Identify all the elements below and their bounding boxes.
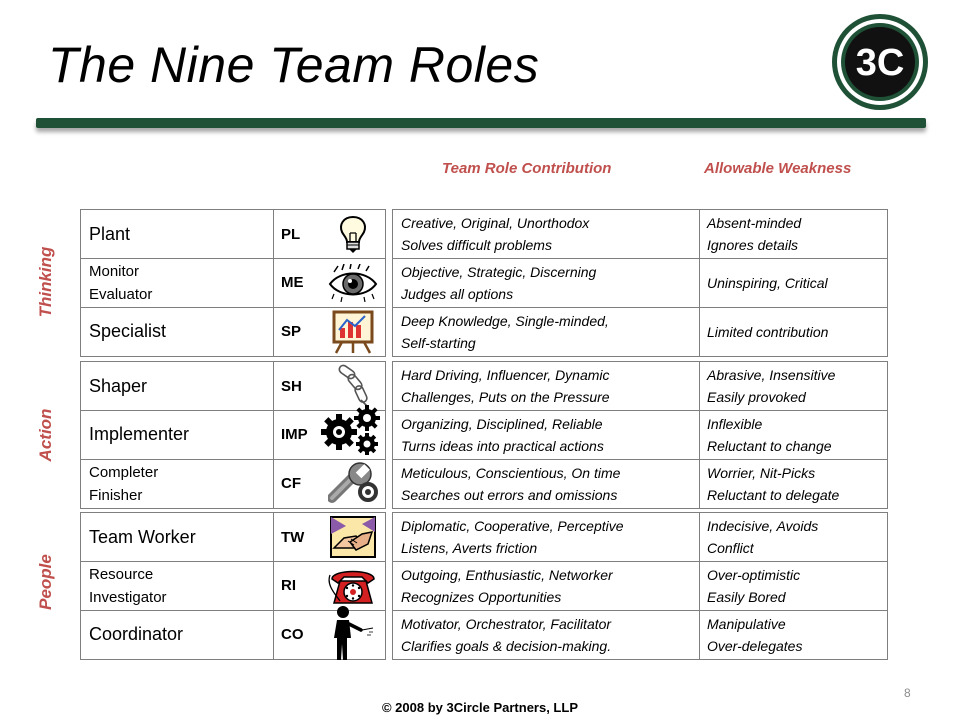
- role-code-sp: SP: [281, 323, 302, 340]
- weakness-header: Allowable Weakness: [704, 160, 852, 177]
- page-number: 8: [904, 686, 911, 700]
- weakness-resource-investigator: Over-optimistic Easily Bored: [707, 566, 801, 605]
- title-divider: [36, 118, 926, 128]
- weakness-team-worker: Indecisive, Avoids Conflict: [707, 518, 819, 556]
- role-code-ri: RI: [281, 577, 296, 594]
- page-title: The Nine Team Roles: [48, 37, 540, 93]
- role-name-plant: Plant: [89, 223, 131, 244]
- role-name-completer-finisher: Completer Finisher: [89, 463, 159, 504]
- eye-icon: [325, 258, 381, 307]
- weakness-plant: Absent-minded Ignores details: [707, 215, 802, 253]
- role-name-coordinator: Coordinator: [89, 624, 184, 644]
- contribution-coordinator: Motivator, Orchestrator, Facilitator Clarifies goals & decision-making.: [401, 615, 612, 654]
- conductor-icon: [325, 601, 381, 665]
- action-roles-box: [80, 361, 386, 509]
- role-code-sh: SH: [281, 377, 302, 395]
- thinking-roles-box: [80, 209, 386, 357]
- weakness-monitor-evaluator: Uninspiring, Critical: [707, 274, 828, 291]
- lightbulb-icon: [325, 210, 381, 258]
- copyright-footer: © 2008 by 3Circle Partners, LLP: [381, 700, 578, 715]
- logo-text: 3C: [855, 42, 905, 84]
- role-name-shaper: Shaper: [89, 375, 148, 396]
- role-code-tw: TW: [281, 528, 305, 546]
- role-code-me: ME: [281, 274, 304, 291]
- weakness-shaper: Abrasive, Insensitive Easily provoked: [707, 367, 836, 405]
- contribution-team-worker: Diplomatic, Cooperative, Perceptive Listens, Averts friction: [401, 518, 624, 556]
- role-code-co: CO: [281, 626, 304, 643]
- contribution-monitor-evaluator: Objective, Strategic, Discerning Judges all options: [401, 263, 597, 302]
- role-name-resource-investigator: Resource Investigator: [89, 565, 167, 606]
- contribution-header: Team Role Contribution: [442, 160, 612, 177]
- group-label-action: Action: [36, 408, 55, 462]
- handshake-icon: [325, 513, 381, 561]
- weakness-specialist: Limited contribution: [707, 323, 829, 340]
- contribution-plant: Creative, Original, Unorthodox Solves difficult problems: [401, 215, 590, 253]
- role-code-cf: CF: [281, 475, 301, 492]
- weakness-implementer: Inflexible Reluctant to change: [707, 415, 832, 454]
- weakness-coordinator: Manipulative Over-delegates: [707, 615, 803, 654]
- people-details-box: [392, 512, 888, 660]
- gears-icon: [317, 402, 387, 459]
- contribution-implementer: Organizing, Disciplined, Reliable Turns ideas into practical actions: [401, 415, 604, 454]
- contribution-specialist: Deep Knowledge, Single-minded, Self-starting: [401, 312, 609, 351]
- chart-board-icon: [325, 307, 381, 356]
- contribution-resource-investigator: Outgoing, Enthusiastic, Networker Recognizes Opportunities: [401, 566, 613, 605]
- thinking-details-box: [392, 209, 888, 357]
- role-name-team-worker: Team Worker: [89, 526, 196, 547]
- role-name-implementer: Implementer: [89, 424, 190, 444]
- group-label-thinking: Thinking: [36, 246, 55, 318]
- 3c-logo: [830, 12, 930, 112]
- role-code-imp: IMP: [281, 426, 308, 443]
- weakness-completer-finisher: Worrier, Nit-Picks Reluctant to delegate: [707, 464, 840, 503]
- role-code-pl: PL: [281, 225, 301, 243]
- contribution-shaper: Hard Driving, Influencer, Dynamic Challenges, Puts on the Pressure: [401, 367, 610, 405]
- wrench-icon: [325, 459, 381, 508]
- action-details-box: [392, 361, 888, 509]
- contribution-completer-finisher: Meticulous, Conscientious, On time Searches out errors and omissions: [401, 464, 621, 503]
- people-roles-box: [80, 512, 386, 660]
- role-name-specialist: Specialist: [89, 321, 167, 341]
- group-label-people: People: [36, 554, 55, 610]
- role-name-monitor-evaluator: Monitor Evaluator: [89, 262, 153, 303]
